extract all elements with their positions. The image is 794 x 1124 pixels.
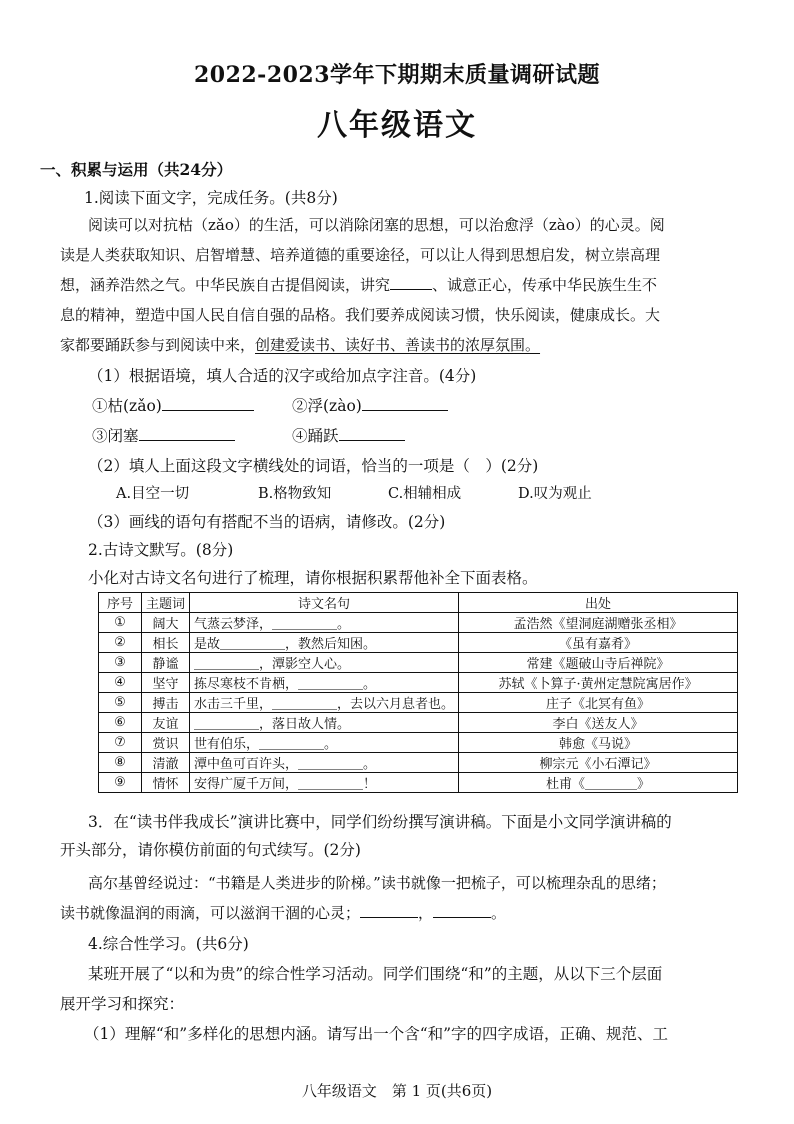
- passage-text: 想，涵养浩然之气。中华民族自古提倡阅读，讲究: [60, 276, 391, 294]
- q1-passage-line1: 阅读可以对抗枯（zǎo）的生活，可以消除闭塞的思想，可以治愈浮（zào）的心灵。阅: [88, 216, 665, 234]
- row-number: ③: [99, 653, 142, 673]
- q1-passage-line4: 息的精神，塑造中国人民自信自强的品格。我们要养成阅读习惯，快乐阅读，健康成长。大: [60, 306, 661, 324]
- table-row: [99, 773, 738, 793]
- verse-cell[interactable]: 气蒸云梦泽，＿＿＿＿＿。: [190, 613, 459, 633]
- underlined-sentence: 创建爱读书、读好书、善读书的浓厚氛围。: [255, 336, 541, 354]
- q2-title: 2.古诗文默写。(8分): [88, 541, 234, 559]
- exam-subject-title: 八年级语文: [317, 108, 477, 143]
- row-number: ⑤: [99, 693, 142, 713]
- answer-blank[interactable]: [390, 274, 432, 290]
- row-number: ①: [99, 613, 142, 633]
- item-label: ②浮(zào): [292, 397, 362, 415]
- q3-line1: 3．在“读书伴我成长”演讲比赛中，同学们纷纷撰写演讲稿。下面是小文同学演讲稿的: [88, 813, 672, 831]
- theme-cell: 静谧: [142, 653, 190, 673]
- source-cell: 李白《送友人》: [459, 713, 738, 733]
- verse-cell[interactable]: 拣尽寒枝不肯栖，＿＿＿＿＿。: [190, 673, 459, 693]
- row-number: ⑨: [99, 773, 142, 793]
- answer-blank[interactable]: [139, 425, 235, 441]
- verse-cell[interactable]: 潭中鱼可百许头，＿＿＿＿＿。: [190, 753, 459, 773]
- q2-intro: 小化对古诗文名句进行了梳理，请你根据积累帮他补全下面表格。: [88, 569, 538, 587]
- theme-cell: 友谊: [142, 713, 190, 733]
- theme-cell: 阔大: [142, 613, 190, 633]
- comma: ，: [418, 904, 434, 922]
- q4-line2: 展开学习和探究：: [60, 995, 185, 1013]
- verse-cell[interactable]: ＿＿＿＿＿，潭影空人心。: [190, 653, 459, 673]
- theme-cell: 相长: [142, 633, 190, 653]
- header-cell: 出处: [459, 593, 738, 613]
- verse-cell[interactable]: ＿＿＿＿＿，落日故人情。: [190, 713, 459, 733]
- answer-blank[interactable]: [433, 902, 491, 918]
- quote-text: 读书就像温润的雨滴，可以滋润干涸的心灵；: [60, 904, 361, 922]
- q3-quote-line1: 高尔基曾经说过：“书籍是人类进步的阶梯。”读书就像一把梳子，可以梳理杂乱的思绪；: [88, 874, 666, 892]
- q1-passage-line5: [60, 334, 540, 355]
- poem-table: [98, 592, 738, 793]
- q3-line2: 开头部分，请你模仿前面的句式续写。(2分): [60, 841, 361, 859]
- table-row: [99, 673, 738, 693]
- header-cell: 序号: [99, 593, 142, 613]
- item-label: ④踊跃: [292, 427, 339, 445]
- table-row: [99, 653, 738, 673]
- item-label: ③闭塞: [92, 427, 139, 445]
- q1-sub3: （3）画线的语句有搭配不当的语病，请修改。(2分): [88, 513, 446, 531]
- source-cell: 孟浩然《望洞庭湖赠张丞相》: [459, 613, 738, 633]
- source-cell: 柳宗元《小石潭记》: [459, 753, 738, 773]
- theme-cell: 搏击: [142, 693, 190, 713]
- table-row: [99, 753, 738, 773]
- answer-blank[interactable]: [362, 395, 448, 411]
- source-cell: 苏轼《卜算子·黄州定慧院寓居作》: [459, 673, 738, 693]
- source-cell: 杜甫《＿＿＿＿》: [459, 773, 738, 793]
- theme-cell: 清澈: [142, 753, 190, 773]
- q1-sub1: （1）根据语境，填人合适的汉字或给加点字注音。(4分): [88, 367, 477, 385]
- theme-cell: 赏识: [142, 733, 190, 753]
- q1-sub1-item-2: [292, 394, 448, 416]
- passage-text: 家都要踊跃参与到阅读中来，: [60, 336, 256, 354]
- q1-passage-line2: 读是人类获取知识、启智增慧、培养道德的重要途径，可以让人得到思想启发，树立崇高理: [60, 246, 661, 264]
- verse-cell[interactable]: 水击三千里，＿＿＿＿＿，去以六月息者也。: [190, 693, 459, 713]
- verse-cell[interactable]: 是故＿＿＿＿＿，教然后知困。: [190, 633, 459, 653]
- verse-cell[interactable]: 世有伯乐，＿＿＿＿＿。: [190, 733, 459, 753]
- option-d[interactable]: D.叹为观止: [518, 486, 592, 502]
- item-label: ①枯(zǎo): [92, 397, 162, 415]
- source-cell: 《虽有嘉肴》: [459, 633, 738, 653]
- header-cell: 诗文名句: [190, 593, 459, 613]
- q3-quote-line2: [60, 902, 506, 923]
- row-number: ⑥: [99, 713, 142, 733]
- table-row: [99, 733, 738, 753]
- q1-title: 1.阅读下面文字，完成任务。(共8分): [84, 189, 338, 207]
- q4-line1: 某班开展了“以和为贵”的综合性学习活动。同学们围绕“和”的主题，从以下三个层面: [88, 965, 663, 983]
- row-number: ④: [99, 673, 142, 693]
- table-header-row: [99, 593, 738, 613]
- source-cell: 常建《题破山寺后禅院》: [459, 653, 738, 673]
- q4-line3: （1）理解“和”多样化的思想内涵。请写出一个含“和”字的四字成语，正确、规范、工: [84, 1025, 669, 1043]
- row-number: ⑦: [99, 733, 142, 753]
- source-cell: 韩愈《马说》: [459, 733, 738, 753]
- answer-blank[interactable]: [339, 425, 405, 441]
- q1-passage-line3: [60, 274, 657, 295]
- answer-blank[interactable]: [360, 902, 418, 918]
- q1-sub1-item-3: [92, 424, 235, 446]
- verse-cell[interactable]: 安得广厦千万间，＿＿＿＿＿！: [190, 773, 459, 793]
- q4-title: 4.综合性学习。(共6分): [88, 935, 249, 953]
- table-row: [99, 713, 738, 733]
- theme-cell: 情怀: [142, 773, 190, 793]
- passage-text: 、诚意正心，传承中华民族生生不: [432, 276, 658, 294]
- option-c[interactable]: C.相辅相成: [388, 486, 462, 502]
- option-a[interactable]: A.目空一切: [116, 486, 190, 502]
- q1-sub1-item-1: [92, 394, 254, 416]
- q1-sub1-item-4: [292, 424, 405, 446]
- exam-title: 2022-2023学年下期期末质量调研试题: [193, 62, 601, 88]
- option-b[interactable]: B.格物致知: [258, 486, 332, 502]
- table-row: [99, 693, 738, 713]
- page-footer: 八年级语文 第 1 页(共6页): [301, 1082, 493, 1100]
- source-cell: 庄子《北冥有鱼》: [459, 693, 738, 713]
- table-row: [99, 613, 738, 633]
- q1-sub2: （2）填人上面这段文字横线处的词语，恰当的一项是（ ）(2分): [88, 457, 539, 475]
- row-number: ②: [99, 633, 142, 653]
- answer-blank[interactable]: [162, 395, 254, 411]
- row-number: ⑧: [99, 753, 142, 773]
- period: 。: [491, 904, 507, 922]
- theme-cell: 坚守: [142, 673, 190, 693]
- header-cell: 主题词: [142, 593, 190, 613]
- table-row: [99, 633, 738, 653]
- section-heading: 一、积累与运用（共24分）: [40, 160, 233, 179]
